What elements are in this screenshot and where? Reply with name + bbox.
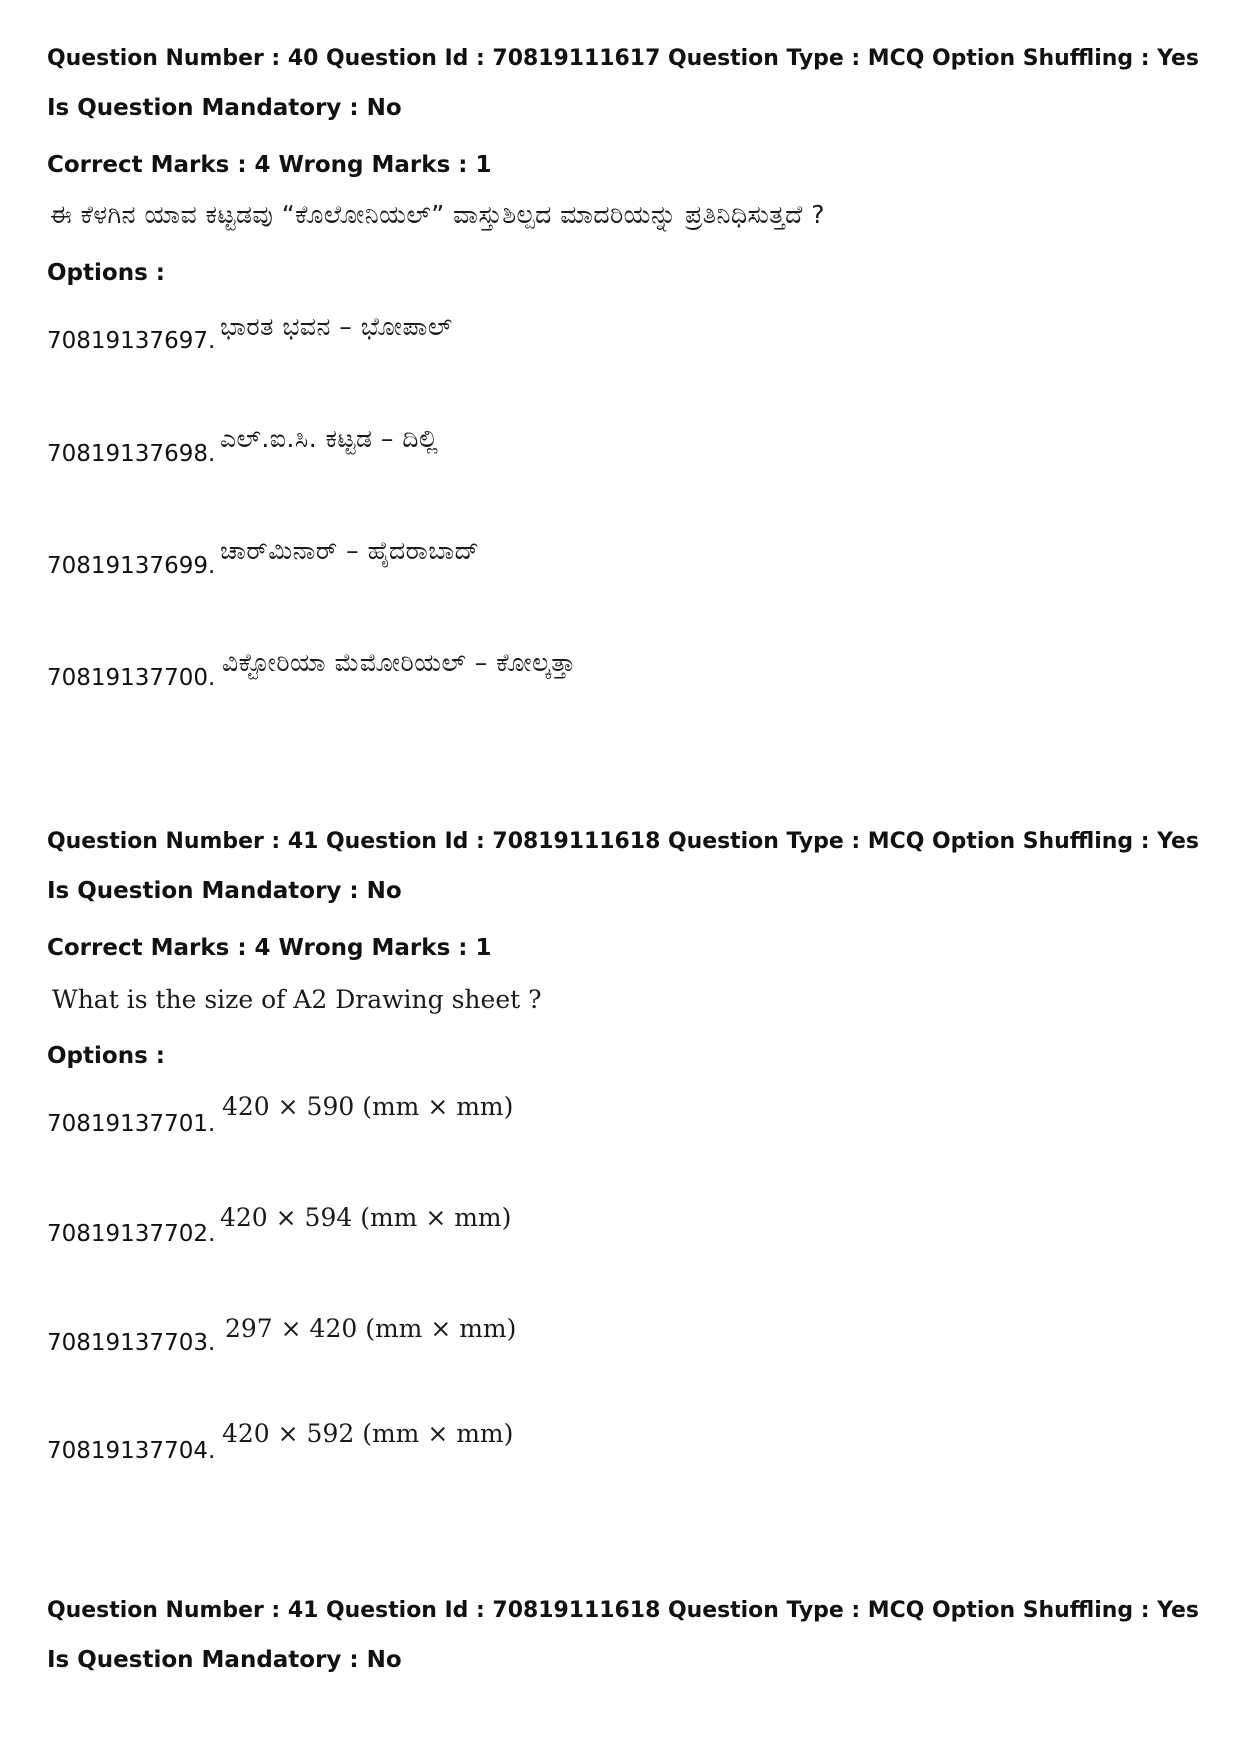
option-id: 70819137698. — [47, 441, 216, 467]
question-header: Question Number : 41 Question Id : 70819111618 Question Type : MCQ Option Shuffling : Yes — [47, 829, 1199, 854]
option-text: 420 × 590 (mm × mm) — [222, 1092, 514, 1121]
option-id: 70819137703. — [47, 1330, 216, 1356]
question-marks: Correct Marks : 4 Wrong Marks : 1 — [47, 935, 492, 961]
option-text: 297 × 420 (mm × mm) — [225, 1314, 517, 1343]
option-text: ಭಾರತ ಭವನ – ಭೋಪಾಲ್ — [220, 312, 453, 341]
option-id: 70819137704. — [47, 1438, 216, 1464]
question-mandatory: Is Question Mandatory : No — [47, 1647, 402, 1673]
question-marks: Correct Marks : 4 Wrong Marks : 1 — [47, 152, 492, 178]
option-text: 420 × 594 (mm × mm) — [220, 1203, 512, 1232]
option-id: 70819137700. — [47, 665, 216, 691]
option-id: 70819137699. — [47, 553, 216, 579]
question-mandatory: Is Question Mandatory : No — [47, 95, 402, 121]
question-header: Question Number : 40 Question Id : 70819111617 Question Type : MCQ Option Shuffling : Yes — [47, 46, 1199, 71]
option-text: 420 × 592 (mm × mm) — [222, 1419, 514, 1448]
question-mandatory: Is Question Mandatory : No — [47, 878, 402, 904]
option-id: 70819137702. — [47, 1221, 216, 1247]
options-label: Options : — [47, 260, 165, 286]
options-label: Options : — [47, 1043, 165, 1069]
question-text: What is the size of A2 Drawing sheet ? — [52, 985, 542, 1014]
option-id: 70819137697. — [47, 328, 216, 354]
option-text: ಎಲ್.ಐ.ಸಿ. ಕಟ್ಟಡ – ದಿಲ್ಲಿ — [220, 424, 439, 453]
question-header: Question Number : 41 Question Id : 70819111618 Question Type : MCQ Option Shuffling : Yes — [47, 1598, 1199, 1623]
option-id: 70819137701. — [47, 1111, 216, 1137]
option-text: ಚಾರ್‌ಮಿನಾರ್ – ಹೈದರಾಬಾದ್ — [220, 536, 480, 565]
question-text: ಈ ಕೆಳಗಿನ ಯಾವ ಕಟ್ಟಡವು “ಕೊಲೋನಿಯಲ್” ವಾಸ್ತುಶಿಲ್ಪದ ಮಾದರಿಯನ್ನು ಪ್ರತಿನಿಧಿಸುತ್ತದೆ ? — [50, 200, 826, 229]
option-text: ವಿಕ್ಟೋರಿಯಾ ಮೆಮೋರಿಯಲ್ – ಕೋಲ್ಕತ್ತಾ — [222, 648, 576, 677]
